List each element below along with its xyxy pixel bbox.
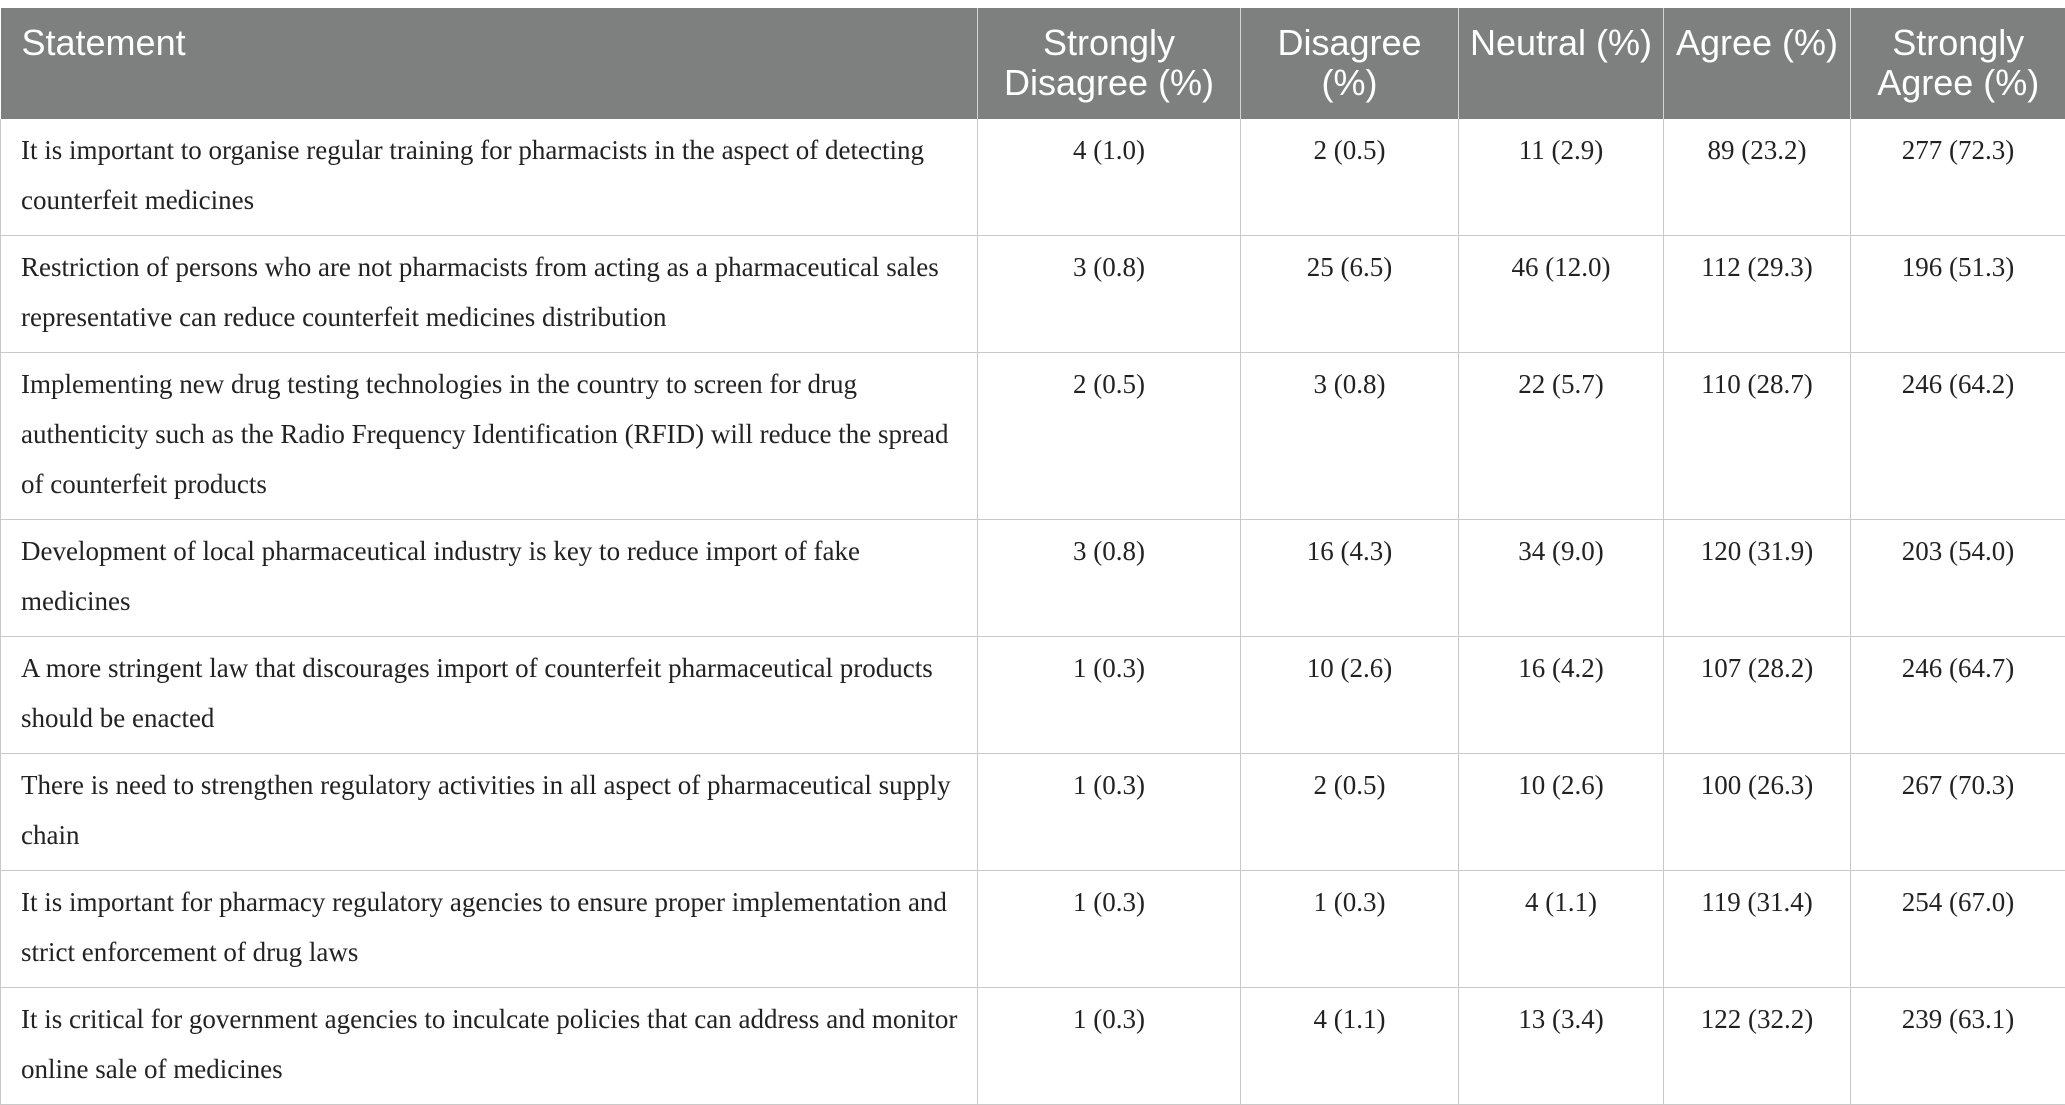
strongly-disagree-cell: 1 (0.3): [978, 871, 1241, 988]
statement-cell: Restriction of persons who are not pharmacists from acting as a pharmaceutical sales representative can reduce counterfeit medicines distribution: [1, 236, 978, 353]
neutral-cell: 16 (4.2): [1459, 637, 1664, 754]
neutral-cell: 34 (9.0): [1459, 520, 1664, 637]
disagree-cell: 25 (6.5): [1241, 236, 1459, 353]
table-header-row: [1, 8, 2065, 119]
table-row: [1, 754, 2065, 871]
neutral-cell: 10 (2.6): [1459, 754, 1664, 871]
header-strongly-agree: Strongly Agree (%): [1851, 8, 2065, 119]
strongly-agree-cell: 254 (67.0): [1851, 871, 2065, 988]
strongly-disagree-cell: 1 (0.3): [978, 988, 1241, 1105]
agree-cell: 119 (31.4): [1664, 871, 1851, 988]
statement-cell: A more stringent law that discourages import of counterfeit pharmaceutical products should be enacted: [1, 637, 978, 754]
neutral-cell: 4 (1.1): [1459, 871, 1664, 988]
disagree-cell: 2 (0.5): [1241, 119, 1459, 236]
table-row: [1, 353, 2065, 520]
table-row: [1, 520, 2065, 637]
agree-cell: 122 (32.2): [1664, 988, 1851, 1105]
survey-table: [0, 8, 2065, 1105]
strongly-agree-cell: 239 (63.1): [1851, 988, 2065, 1105]
neutral-cell: 11 (2.9): [1459, 119, 1664, 236]
table-row: [1, 871, 2065, 988]
header-disagree: Disagree (%): [1241, 8, 1459, 119]
agree-cell: 89 (23.2): [1664, 119, 1851, 236]
disagree-cell: 2 (0.5): [1241, 754, 1459, 871]
statement-cell: Implementing new drug testing technologies in the country to screen for drug authenticity such as the Radio Frequency Identification (RFID) will reduce the spread of counterfeit products: [1, 353, 978, 520]
strongly-agree-cell: 246 (64.7): [1851, 637, 2065, 754]
strongly-agree-cell: 196 (51.3): [1851, 236, 2065, 353]
strongly-disagree-cell: 4 (1.0): [978, 119, 1241, 236]
header-strongly-disagree: Strongly Disagree (%): [978, 8, 1241, 119]
strongly-disagree-cell: 2 (0.5): [978, 353, 1241, 520]
strongly-disagree-cell: 1 (0.3): [978, 637, 1241, 754]
statement-cell: There is need to strengthen regulatory activities in all aspect of pharmaceutical supply chain: [1, 754, 978, 871]
statement-cell: It is important for pharmacy regulatory agencies to ensure proper implementation and strict enforcement of drug laws: [1, 871, 978, 988]
statement-cell: It is important to organise regular training for pharmacists in the aspect of detecting counterfeit medicines: [1, 119, 978, 236]
table-row: [1, 637, 2065, 754]
strongly-disagree-cell: 3 (0.8): [978, 236, 1241, 353]
header-neutral: Neutral (%): [1459, 8, 1664, 119]
statement-cell: Development of local pharmaceutical industry is key to reduce import of fake medicines: [1, 520, 978, 637]
statement-cell: It is critical for government agencies to inculcate policies that can address and monitor online sale of medicines: [1, 988, 978, 1105]
neutral-cell: 46 (12.0): [1459, 236, 1664, 353]
agree-cell: 110 (28.7): [1664, 353, 1851, 520]
strongly-disagree-cell: 1 (0.3): [978, 754, 1241, 871]
table-row: [1, 988, 2065, 1105]
table-row: [1, 119, 2065, 236]
disagree-cell: 16 (4.3): [1241, 520, 1459, 637]
strongly-agree-cell: 277 (72.3): [1851, 119, 2065, 236]
agree-cell: 100 (26.3): [1664, 754, 1851, 871]
header-agree: Agree (%): [1664, 8, 1851, 119]
strongly-agree-cell: 267 (70.3): [1851, 754, 2065, 871]
strongly-agree-cell: 203 (54.0): [1851, 520, 2065, 637]
strongly-agree-cell: 246 (64.2): [1851, 353, 2065, 520]
neutral-cell: 22 (5.7): [1459, 353, 1664, 520]
disagree-cell: 4 (1.1): [1241, 988, 1459, 1105]
disagree-cell: 3 (0.8): [1241, 353, 1459, 520]
table-row: [1, 236, 2065, 353]
agree-cell: 107 (28.2): [1664, 637, 1851, 754]
agree-cell: 112 (29.3): [1664, 236, 1851, 353]
header-statement: Statement: [1, 8, 978, 119]
disagree-cell: 10 (2.6): [1241, 637, 1459, 754]
disagree-cell: 1 (0.3): [1241, 871, 1459, 988]
neutral-cell: 13 (3.4): [1459, 988, 1664, 1105]
strongly-disagree-cell: 3 (0.8): [978, 520, 1241, 637]
agree-cell: 120 (31.9): [1664, 520, 1851, 637]
